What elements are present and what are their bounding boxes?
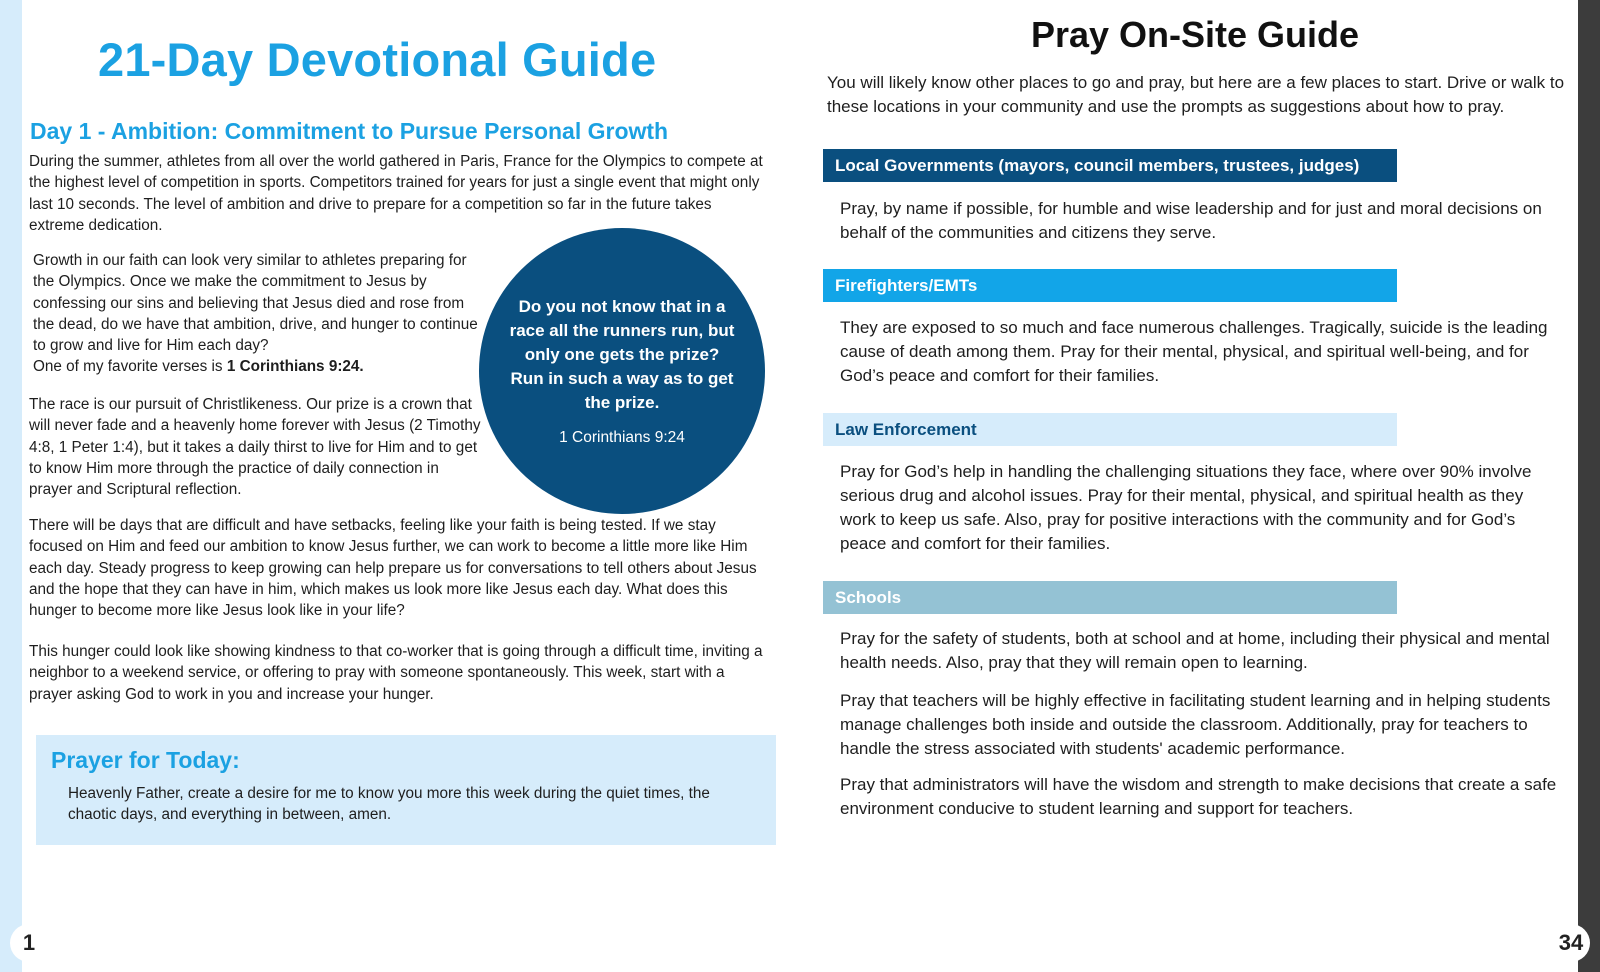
page-number-right: 34 (1552, 924, 1590, 962)
favorite-verse-ref: 1 Corinthians 9:24. (226, 358, 364, 376)
paragraph-hunger: This hunger could look like showing kindness to that co-worker that is going through a difficult time, inviting a neighbor to a weekend service, or offering to pray with someone spontaneously. This week, start with a prayer asking God to work in you and increase your hunger. (29, 643, 763, 703)
section-text-local-governments: Pray, by name if possible, for humble and wise leadership and for just and moral decisions on behalf of the communities and citizens they serve. (840, 199, 1542, 242)
section-heading-schools: Schools (823, 581, 1397, 614)
left-page (0, 0, 790, 972)
section-text-law-enforcement: Pray for God’s help in handling the challenging situations they face, where over 90% involve serious drug and alcohol issues. Pray for their mental, physical, and spiritual health as they work to keep us safe. Also, pray for positive interactions with the community and for God’s peace and comfort for their families. (840, 462, 1532, 553)
right-page-edge (1578, 0, 1600, 972)
section-text-schools-administrators: Pray that administrators will have the wisdom and strength to make decisions that create a safe environment conducive to student learning and support for teachers. (840, 775, 1557, 818)
guide-intro: You will likely know other places to go and pray, but here are a few places to start. Drive or walk to these locations in your community and use the prompts as suggestions about how to pray. (827, 73, 1565, 116)
scripture-quote-circle (479, 228, 765, 514)
paragraph-growth (33, 250, 488, 378)
prayer-title: Prayer for Today: (51, 747, 240, 773)
section-text-firefighters: They are exposed to so much and face numerous challenges. Tragically, suicide is the leading cause of death among them. Pray for their mental, physical, and spiritual well-being, and for God’s peace and comfort for their families. (840, 318, 1548, 385)
section-heading-firefighters: Firefighters/EMTs (823, 269, 1397, 302)
paragraph-setbacks: There will be days that are difficult and have setbacks, feeling like your faith is being tested. If we stay focused on Him and feed our ambition to know Jesus further, we can work to become a little more like Him each day. Steady progress to keep growing can help prepare us for conversations to tell others about Jesus and the hope that they can have in him, which makes us look more like Jesus each day. What does this hunger to become more like Jesus look like in your life? (29, 517, 757, 620)
section-text-schools-students: Pray for the safety of students, both at school and at home, including their physical and mental health needs. Also, pray that they will remain open to learning. (840, 629, 1550, 672)
scripture-reference: 1 Corinthians 9:24 (559, 429, 685, 446)
paragraph-race: The race is our pursuit of Christlikeness. Our prize is a crown that will never fade and a heavenly home forever with Jesus (2 Timothy 4:8, 1 Peter 1:4), but it takes a daily thirst to live for Him and to get to know Him more through the practice of daily connection in prayer and Scriptural reflection. (29, 396, 481, 499)
scripture-quote: Do you not know that in a race all the runners run, but only one gets the prize? Run in such a way as to get the prize. (509, 297, 735, 412)
section-heading-local-governments: Local Governments (mayors, council members, trustees, judges) (823, 149, 1397, 182)
paragraph-growth-text: Growth in our faith can look very similar to athletes preparing for the Olympics. Once we make the commitment to Jesus by confessing our sins and believing that Jesus died and rose from the dead, do we have that ambition, drive, and hunger to continue to grow and live for Him each day? (33, 252, 478, 355)
guide-title: Pray On-Site Guide (1030, 14, 1360, 55)
right-page (812, 0, 1578, 972)
prayer-text: Heavenly Father, create a desire for me to know you more this week during the quiet times, the chaotic days, and everything in between, amen. (68, 785, 710, 824)
favorite-verse-lead: One of my favorite verses is (33, 358, 223, 376)
prayer-box (36, 735, 776, 845)
devotional-title: 21-Day Devotional Guide (98, 33, 657, 86)
paragraph-olympics: During the summer, athletes from all over the world gathered in Paris, France for the Olympics to compete at the highest level of competition in sports. Competitors trained for years for just a single event that might only last 10 seconds. The level of ambition and drive to prepare for a competition so far in the future takes extreme dedication. (29, 153, 763, 234)
page-number-left: 1 (10, 924, 48, 962)
section-heading-law-enforcement: Law Enforcement (823, 413, 1397, 446)
day-heading: Day 1 - Ambition: Commitment to Pursue Personal Growth (30, 118, 669, 144)
section-text-schools-teachers: Pray that teachers will be highly effective in facilitating student learning and in helping students manage challenges both inside and outside the classroom. Additionally, pray for teachers to handle the stress associated with students' academic performance. (840, 691, 1551, 758)
